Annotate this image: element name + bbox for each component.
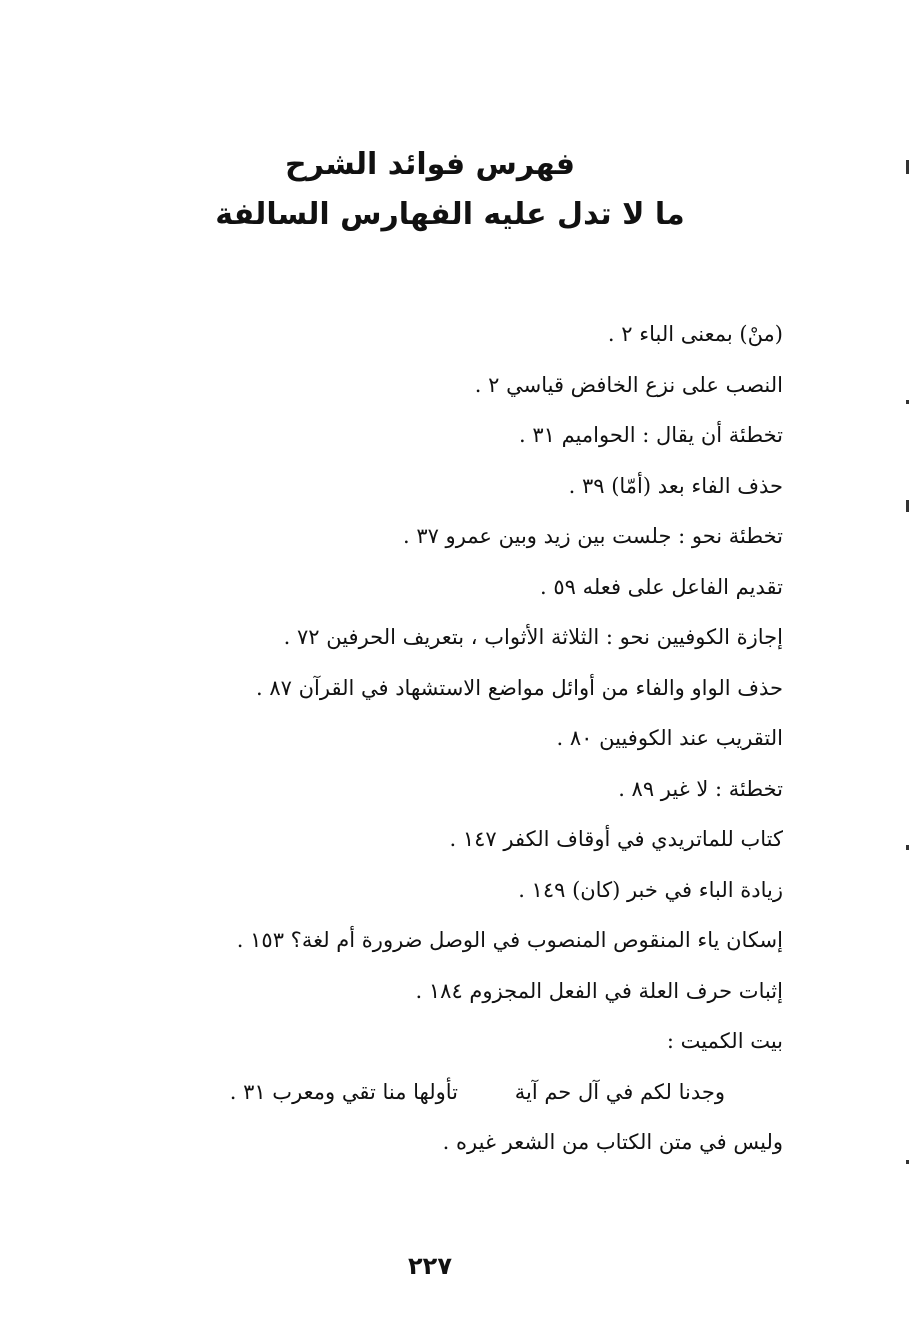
index-entry: تخطئة نحو : جلست بين زيد وبين عمرو ٣٧ . — [402, 524, 783, 548]
index-entry: زيادة الباء في خبر (كان) ١٤٩ . — [518, 877, 783, 902]
index-entry: بيت الكميت : — [666, 1029, 783, 1053]
verse-second-hemistich: تأولها منا تقي ومعرب ٣١ . — [229, 1079, 459, 1104]
index-entry: إسكان ياء المنقوص المنصوب في الوصل ضرورة أم لغة؟ ١٥٣ . — [236, 928, 783, 952]
index-entry: تخطئة أن يقال : الحواميم ٣١ . — [518, 423, 783, 447]
poetry-verse — [203, 1074, 725, 1125]
page-number: ٢٢٧ — [408, 1252, 452, 1280]
closing-note: وليس في متن الكتاب من الشعر غيره . — [442, 1130, 783, 1154]
index-entry: حذف الفاء بعد (أمّا) ٣٩ . — [568, 473, 783, 498]
index-entry: حذف الواو والفاء من أوائل مواضع الاستشهاد في القرآن ٨٧ . — [256, 675, 783, 700]
verse-first-hemistich: وجدنا لكم في آل حم آية — [514, 1079, 725, 1104]
index-entry: إثبات حرف العلة في الفعل المجزوم ١٨٤ . — [415, 978, 783, 1003]
index-entry: تخطئة : لا غير ٨٩ . — [618, 776, 783, 801]
index-entry: النصب على نزع الخافض قياسي ٢ . — [474, 372, 783, 397]
scan-edge-mark — [906, 1160, 909, 1164]
index-subtitle: ما لا تدل عليه الفهارس السالفة — [215, 197, 685, 232]
scan-edge-mark — [906, 845, 909, 850]
index-entry: كتاب للماتريدي في أوقاف الكفر ١٤٧ . — [449, 827, 783, 851]
index-title: فهرس فوائد الشرح — [284, 147, 576, 182]
scan-edge-mark — [906, 500, 909, 512]
index-entry: تقديم الفاعل على فعله ٥٩ . — [540, 574, 783, 599]
index-entry: إجازة الكوفيين نحو : الثلاثة الأثواب ، بتعريف الحرفين ٧٢ . — [283, 625, 783, 649]
index-entry: التقريب عند الكوفيين ٨٠ . — [556, 726, 783, 750]
scan-edge-mark — [906, 160, 909, 174]
benefits-index-list — [203, 316, 783, 1175]
index-entry: (منْ) بمعنى الباء ٢ . — [607, 322, 783, 346]
scan-edge-mark — [906, 400, 909, 404]
